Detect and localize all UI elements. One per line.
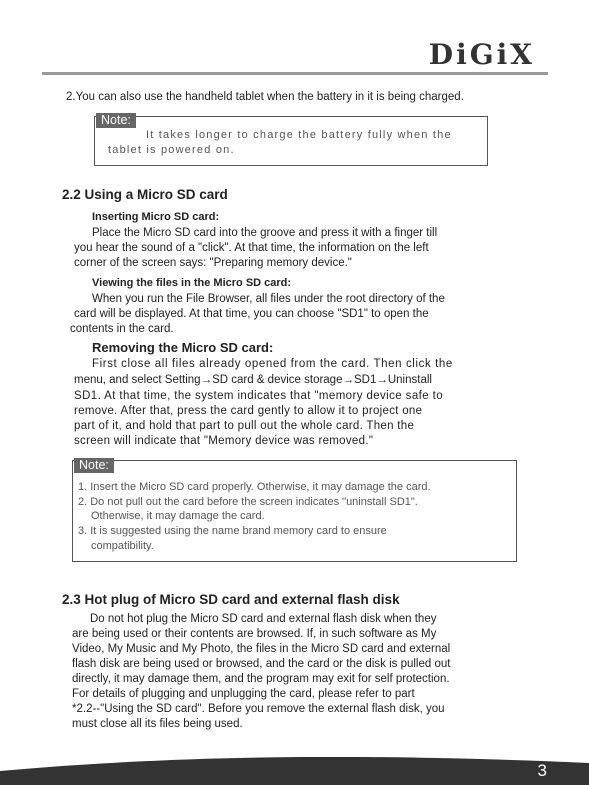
section-title: 2.2 Using a Micro SD card — [62, 187, 228, 202]
paragraph-line: corner of the screen says: "Preparing memory device." — [74, 257, 352, 269]
note-text: It takes longer to charge the battery fully when the — [146, 129, 452, 141]
paragraph-line: SD1. At that time, the system indicates that "memory device safe to — [74, 390, 444, 402]
note-item: 1. Insert the Micro SD card properly. Otherwise, it may damage the card. — [78, 481, 431, 493]
subheading-inserting: Inserting Micro SD card: — [92, 211, 220, 223]
page-number: 3 — [537, 761, 547, 780]
note-tag: Note: — [74, 458, 114, 473]
paragraph-line: part of it, and hold that part to pull out the whole card. Then the — [74, 420, 415, 432]
note-text: tablet is powered on. — [108, 144, 235, 156]
note-item: 2. Do not pull out the card before the screen indicates "uninstall SD1". — [78, 496, 418, 508]
paragraph-line: When you run the File Browser, all files under the root directory of the — [92, 293, 445, 305]
paragraph-line: card will be displayed. At that time, you can choose "SD1" to open the — [74, 308, 429, 320]
paragraph-line: contents in the card. — [70, 323, 174, 335]
note-item: compatibility. — [91, 540, 154, 552]
paragraph-line: Place the Micro SD card into the groove and press it with a finger till — [92, 227, 438, 239]
paragraph-line: directly, it may damage them, and the program may exit for self protection. — [72, 673, 450, 685]
paragraph-line: First close all files already opened from the card. Then click the — [92, 358, 453, 370]
paragraph-line: you hear the sound of a "click". At that time, the information on the left — [74, 242, 429, 254]
paragraph-line: For details of plugging and unplugging the card, please refer to part — [72, 688, 415, 700]
subheading-removing: Removing the Micro SD card: — [92, 340, 274, 355]
paragraph-line: menu, and select Setting→SD card & device storage→SD1→Uninstall — [74, 374, 432, 386]
paragraph-line: Video, My Music and My Photo, the files in the Micro SD card and external — [72, 643, 451, 655]
note-tag: Note: — [96, 113, 136, 128]
footer-band — [0, 757, 589, 785]
paragraph-line: remove. After that, press the card gently to allow it to project one — [74, 405, 423, 417]
brand-logo: DiGiX — [428, 38, 535, 71]
paragraph-line: flash disk are being used or browsed, and the card or the disk is pulled out — [72, 658, 451, 670]
section-title: 2.3 Hot plug of Micro SD card and external flash disk — [62, 592, 400, 607]
note-item: 3. It is suggested using the name brand memory card to ensure — [78, 525, 387, 537]
paragraph-line: are being used or their contents are browsed. If, in such software as My — [72, 628, 437, 640]
intro-line: 2.You can also use the handheld tablet when the battery in it is being charged. — [66, 91, 464, 103]
note-item: Otherwise, it may damage the card. — [91, 510, 265, 522]
paragraph-line: Do not hot plug the Micro SD card and external flash disk when they — [90, 613, 437, 625]
header-rule — [42, 72, 548, 75]
subheading-viewing: Viewing the files in the Micro SD card: — [92, 277, 292, 289]
paragraph-line: screen will indicate that "Memory device was removed." — [74, 435, 374, 447]
paragraph-line: *2.2--"Using the SD card". Before you remove the external flash disk, you — [72, 703, 445, 715]
paragraph-line: must close all its files being used. — [72, 718, 243, 730]
